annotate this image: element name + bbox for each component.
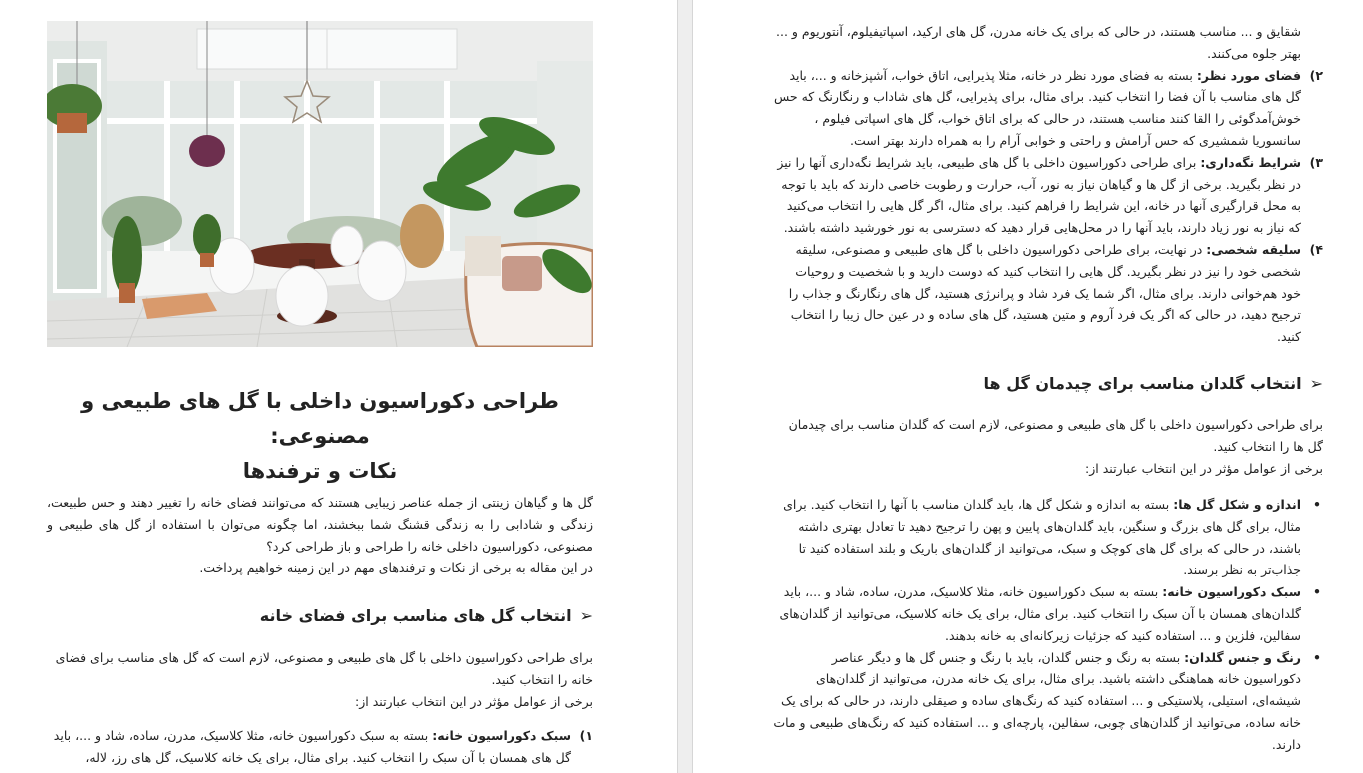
bullet-text: بسته به اندازه و شکل گل ها، باید گلدان مناسب با آنها را انتخاب کنید. برای مثال، برای گل های بزرگ و سنگین، باید گلدان‌های پایین و پهن را ترجیح دهید تا تعادل بهتری داشته باشند، در حالی که برای گل های کوچک و سبک، می‌توانید از گلدان‌های باریک و بلند استفاده کنید تا جذاب‌تر به نظر برسند. <box>783 497 1301 578</box>
sunroom-photo <box>47 21 593 347</box>
list-number: ۳) <box>1309 154 1323 170</box>
bullet-item <box>773 494 1323 581</box>
list-text: بسته به فضای مورد نظر در خانه، مثلا پذیرایی، اتاق خواب، آشپزخانه و ...، باید گل های مناسب با آن فضا را انتخاب کنید. برای مثال، برای پذیرایی، گل های شاداب و رنگارنگ که حس خوش‌آمدگوئی را القا کنند مناسب هستند، در حالی که برای اتاق خواب، گل های اسپاتی فیلوم ، سانسوریا شمشیری که حس آرامش و راحتی و خوابی آرام را به همراه دارند بهتر است. <box>773 67 1301 148</box>
list-term: سبک دکوراسیون خانه: <box>432 728 571 743</box>
section1-body <box>47 647 593 712</box>
left-page <box>0 0 677 773</box>
bullet-term: سبک دکوراسیون خانه: <box>1162 584 1301 600</box>
list-term: شرایط نگه‌داری: <box>1200 154 1301 170</box>
continued-list <box>773 21 1323 348</box>
list-item <box>47 725 593 769</box>
intro-paragraph-2: در این مقاله به برخی از نکات و ترفندهای مهم در این زمینه خواهیم پرداخت. <box>199 560 593 576</box>
bullet-icon: • <box>1313 649 1321 665</box>
bullet-list <box>773 494 1323 756</box>
title-line-2: نکات و ترفندها <box>242 459 398 483</box>
section-heading-text: انتخاب گل های مناسب برای فضای خانه <box>259 606 572 625</box>
bullet-item <box>773 581 1323 646</box>
bullet-item <box>773 647 1323 756</box>
list-text: در نهایت، برای طراحی دکوراسیون داخلی با گل های طبیعی و مصنوعی، سلیقه شخصی خود را نیز در نظر بگیرید. گل هایی را انتخاب کنید که دوست دارید و با شخصیت و روحیات خود هم‌خوانی دارند. برای مثال، اگر شما یک فرد شاد و پرانرژی هستید، گل های رنگارنگ و جذاب را ترجیح دهید، در حالی که اگر یک فرد آروم و متین هستید، گل های ساده و در عین حال زیبا را انتخاب کنید. <box>788 241 1301 345</box>
bullet-icon: • <box>1313 497 1321 512</box>
numbered-list <box>47 725 593 769</box>
arrow-marker-icon: ➢ <box>1309 374 1323 393</box>
list-text: بسته به سبک دکوراسیون خانه، مثلا کلاسیک، مدرن، ساده، شاد و ...، باید گل های همسان با آن سبک را انتخاب کنید. برای مثال، برای یک خانه کلاسیک، گل های رز، لاله، <box>53 728 571 765</box>
list-text: شقایق و ... مناسب هستند، در حالی که برای یک خانه مدرن، گل های ارکید، اسپاتیفیلوم، آنتوریوم و ... بهتر جلوه می‌کنند. <box>776 24 1301 61</box>
list-term: فضای مورد نظر: <box>1196 67 1301 83</box>
intro-paragraph: گل ها و گیاهان زینتی از جمله عناصر زیبایی هستند که می‌توانند فضای خانه را تغییر دهند و حس طبیعت، زندگی و شادابی را به زندگی قشنگ شما ببخشند، اما چگونه می‌توان با استفاده از گل های طبیعی و مصنوعی، دکوراسیون داخلی خانه را طراحی و باز طراحی کرد؟ <box>47 495 593 554</box>
article-title <box>47 384 593 489</box>
section2-paragraph: برای طراحی دکوراسیون داخلی با گل های طبیعی و مصنوعی، لازم است که گلدان مناسب برای چیدمان گل ها را انتخاب کنید. <box>788 417 1323 454</box>
list-item <box>773 65 1323 152</box>
section1-paragraph-2: برخی از عوامل مؤثر در این انتخاب عبارتند از: <box>355 693 593 709</box>
intro-block <box>47 492 593 579</box>
section-heading-flowers <box>47 604 593 628</box>
right-page <box>693 0 1363 773</box>
bullet-icon: • <box>1313 584 1321 600</box>
section2-body <box>773 414 1323 479</box>
arrow-marker-icon: ➢ <box>579 606 593 625</box>
list-item <box>773 239 1323 348</box>
section-heading-text: انتخاب گلدان مناسب برای چیدمان گل ها <box>983 374 1302 393</box>
bullet-text: بسته به سبک دکوراسیون خانه، مثلا کلاسیک، مدرن، ساده، شاد و ...، باید گلدان‌های همسان با آن سبک را انتخاب کنید. برای مثال، برای یک خانه کلاسیک، می‌توانید از گلدان‌های سفالین، فلزین و ... استفاده کنید که جزئیات زیرکانه‌ای به خانه بدهند. <box>779 584 1301 643</box>
bullet-term: رنگ و جنس گلدان: <box>1184 649 1301 665</box>
section-heading-vase <box>773 372 1323 396</box>
bullet-term: اندازه و شکل گل ها: <box>1173 497 1301 512</box>
list-text: برای طراحی دکوراسیون داخلی با گل های طبیعی، باید شرایط نگه‌داری آنها را نیز در نظر بگیرید. برخی از گل ها و گیاهان نیاز به نور، آب، حرارت و رطوبت خاصی دارند که باید با توجه به محل قرارگیری آنها در خانه، این شرایط را فراهم کنید. برای مثال، اگر گل هایی را انتخاب می‌کنید که نیاز به نور زیاد دارند، باید آنها را در محل‌هایی قرار دهید که دسترسی به نور خورشید داشته باشند. <box>777 154 1301 236</box>
section2-paragraph-2: برخی از عوامل مؤثر در این انتخاب عبارتند از: <box>1085 460 1323 476</box>
bullet-text: بسته به رنگ و جنس گلدان، باید با رنگ و جنس گل ها و دیگر عناصر دکوراسیون خانه هماهنگی داشته باشید. برای مثال، برای یک خانه مدرن، می‌توانید از گلدان‌های شیشه‌ای، استیلی، پلاستیکی و ... استفاده کنید که رنگ‌های ساده و صیقلی دارند، در حالی که برای یک خانه ساده، می‌توانید از گلدان‌های چوبی، سفالین، پارچه‌ای و ... استفاده کنید که رنگ‌های طبیعی و مات دارند. <box>773 649 1301 752</box>
title-line-1: طراحی دکوراسیون داخلی با گل های طبیعی و مصنوعی: <box>81 389 559 448</box>
page-gutter <box>677 0 693 773</box>
list-number: ۱) <box>579 728 593 743</box>
list-number: ۴) <box>1309 241 1323 257</box>
section1-paragraph: برای طراحی دکوراسیون داخلی با گل های طبیعی و مصنوعی، لازم است که گل های مناسب برای فضای خانه را انتخاب کنید. <box>55 650 593 687</box>
list-item <box>773 152 1323 239</box>
list-item-continued <box>773 21 1323 65</box>
list-number: ۲) <box>1309 67 1323 83</box>
list-term: سلیقه شخصی: <box>1206 241 1301 257</box>
